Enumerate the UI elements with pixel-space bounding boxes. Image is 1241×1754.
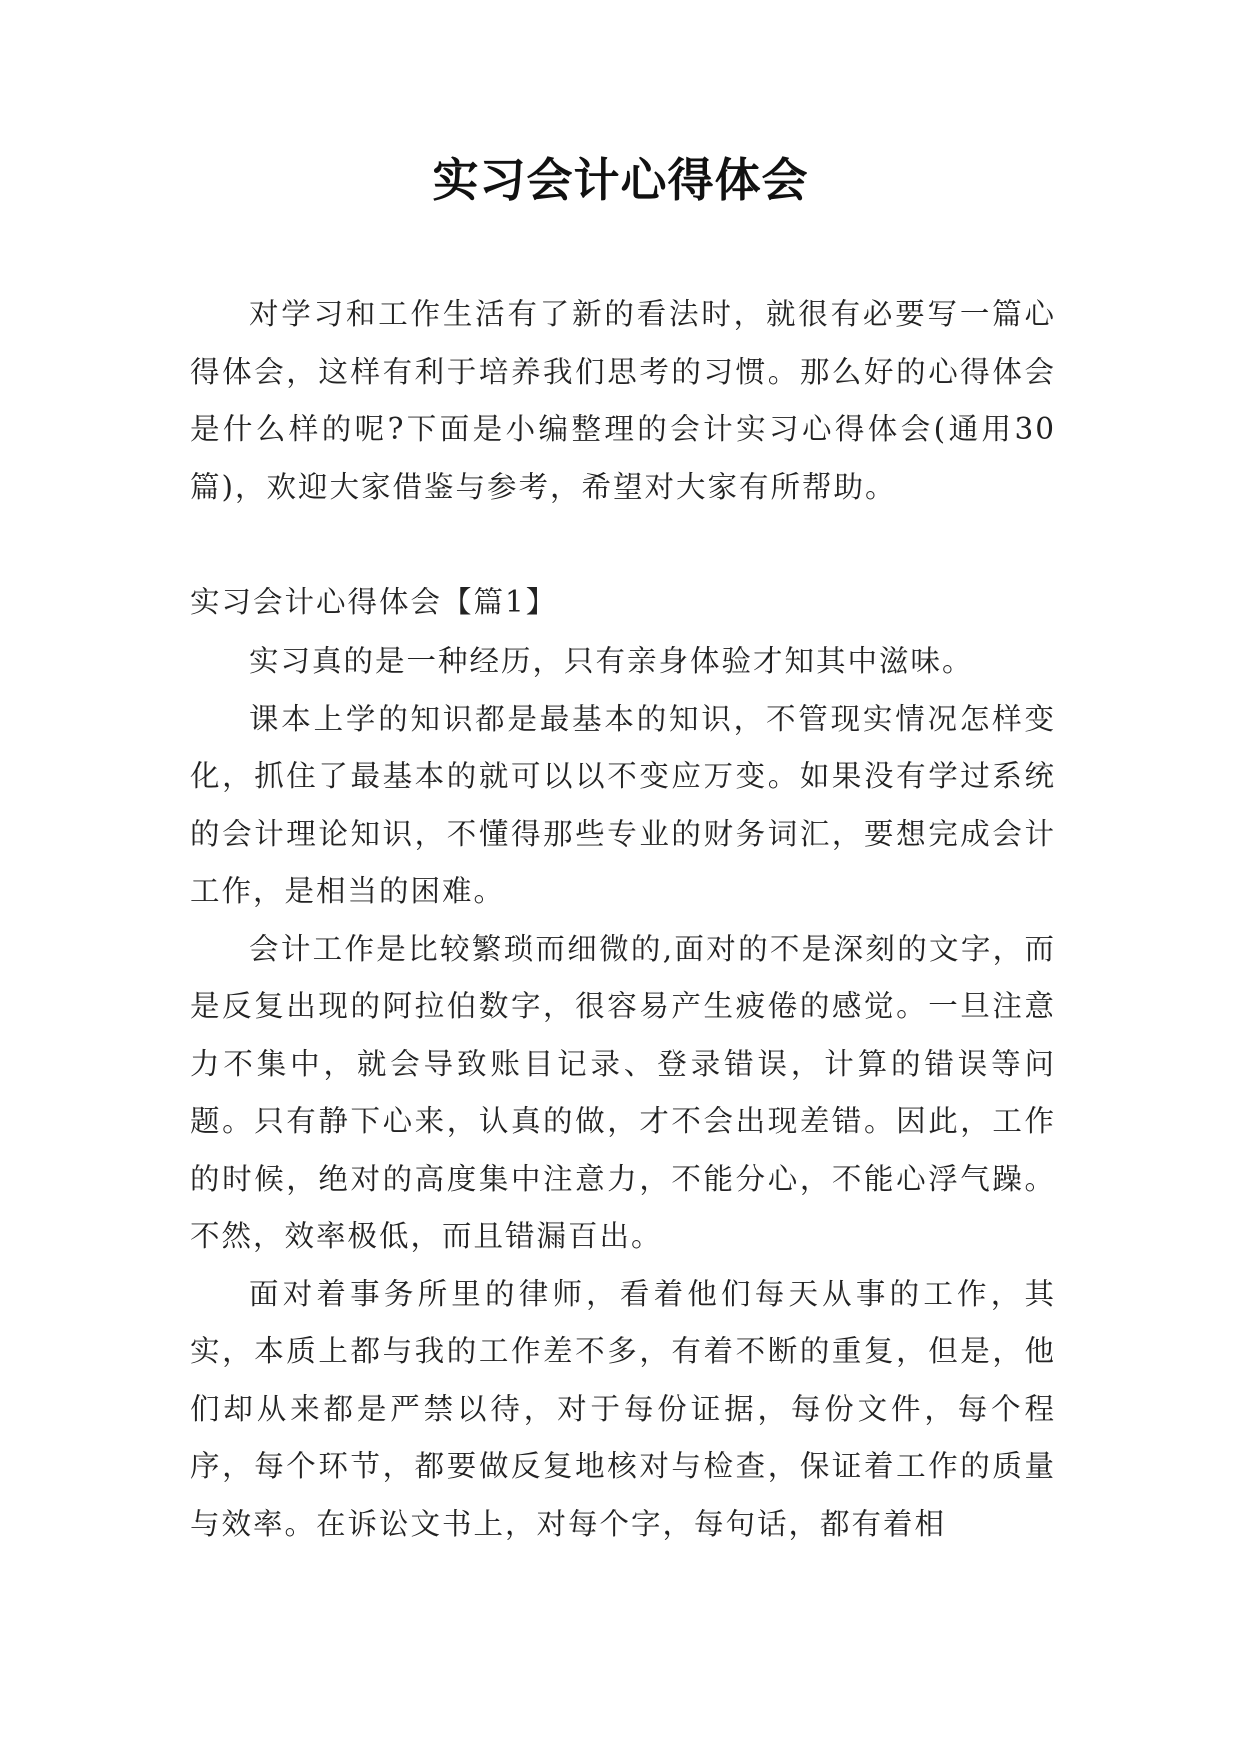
document-title: 实习会计心得体会 xyxy=(432,153,809,207)
intro-paragraph: 对学习和工作生活有了新的看法时，就很有必要写一篇心得体会，这样有利于培养我们思考的习惯。那么好的心得体会是什么样的呢?下面是小编整理的会计实习心得体会(通用30篇)，欢迎大家借鉴与参考，希望对大家有所帮助。 xyxy=(190,297,1056,504)
body-paragraph: 面对着事务所里的律师，看着他们每天从事的工作，其实，本质上都与我的工作差不多，有着不断的重复，但是，他们却从来都是严禁以待，对于每份证据，每份文件，每个程序，每个环节，都要做反复地核对与检查，保证着工作的质量与效率。在诉讼文书上，对每个字，每句话，都有着相 xyxy=(190,1276,1056,1541)
body-paragraph: 课本上学的知识都是最基本的知识，不管现实情况怎样变化，抓住了最基本的就可以以不变应万变。如果没有学过系统的会计理论知识，不懂得那些专业的财务词汇，要想完成会计工作，是相当的困难。 xyxy=(190,701,1056,908)
section-body xyxy=(190,633,1056,1553)
intro-block xyxy=(190,286,1056,516)
body-paragraph: 实习真的是一种经历，只有亲身体验才知其中滋味。 xyxy=(249,644,974,678)
section-heading: 实习会计心得体会【篇1】 xyxy=(190,585,558,619)
body-paragraph: 会计工作是比较繁琐而细微的,面对的不是深刻的文字，而是反复出现的阿拉伯数字，很容易产生疲倦的感觉。一旦注意力不集中，就会导致账目记录、登录错误，计算的错误等问题。只有静下心来，认真的做，才不会出现差错。因此，工作的时候，绝对的高度集中注意力，不能分心，不能心浮气躁。不然，效率极低，而且错漏百出。 xyxy=(190,931,1056,1253)
